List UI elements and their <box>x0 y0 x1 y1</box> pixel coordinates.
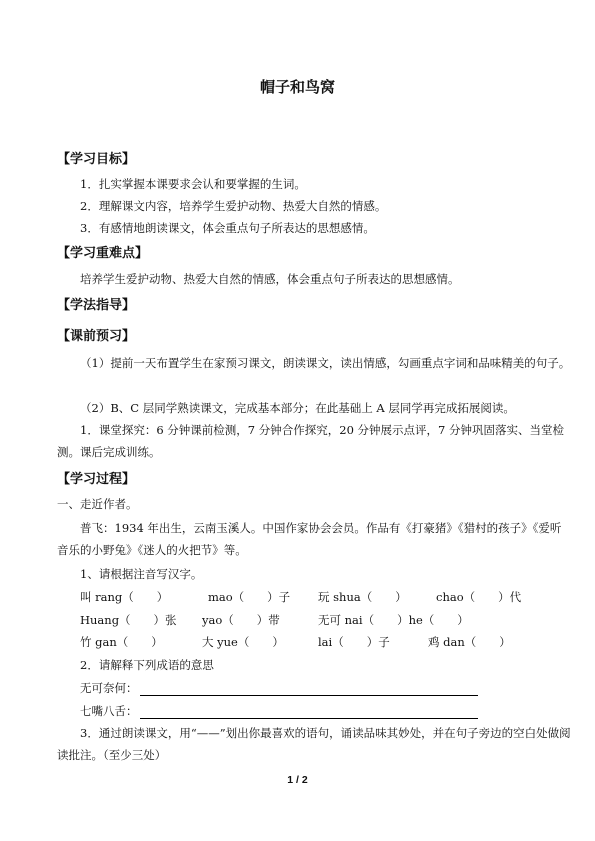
idiom-2-label: 七嘴八舌： <box>80 704 138 718</box>
pinyin-blank[interactable]: 叫 rang（ ） <box>80 590 169 604</box>
heading-preview: 【课前预习】 <box>57 329 136 344</box>
pinyin-blank[interactable]: mao（ ）子 <box>208 590 291 604</box>
pinyin-blank[interactable]: lai（ ）子 <box>318 635 390 649</box>
pinyin-blank[interactable]: 无可 nai（ ）he（ ） <box>318 613 469 627</box>
objective-item-1: 1．扎实掌握本课要求会认和要掌握的生词。 <box>80 177 306 191</box>
page-number: 1 / 2 <box>287 774 308 786</box>
key-points-text: 培养学生爱护动物、热爱大自然的情感，体会重点句子所表达的思想感情。 <box>80 272 460 286</box>
question-1: 1、请根据注音写汉字。 <box>80 567 203 581</box>
heading-key-points: 【学习重难点】 <box>57 246 149 261</box>
preview-paragraph-3: 1．课堂探究：6 分钟课前检测，7 分钟合作探究，20 分钟展示点评，7 分钟巩固落实、当堂检测。课后完成训练。 <box>57 423 565 459</box>
heading-objectives: 【学习目标】 <box>57 152 136 167</box>
heading-method: 【学法指导】 <box>57 298 136 313</box>
author-bio: 普飞：1934 年出生，云南玉溪人。中国作家协会会员。作品有《打豪猪》《猎村的孩子》《爱听音乐的小野兔》《迷人的火把节》等。 <box>57 521 562 557</box>
pinyin-blank[interactable]: 大 yue（ ） <box>202 635 284 649</box>
pinyin-blank[interactable]: 竹 gan（ ） <box>80 635 163 649</box>
heading-process: 【学习过程】 <box>57 472 136 487</box>
pinyin-blank[interactable]: 玩 shua（ ） <box>318 590 407 604</box>
document-title: 帽子和鸟窝 <box>259 78 335 96</box>
pinyin-blank[interactable]: yao（ ）带 <box>202 613 280 627</box>
idiom-2-row[interactable] <box>80 703 478 719</box>
objective-item-3: 3．有感情地朗读课文，体会重点句子所表达的思想感情。 <box>80 221 375 235</box>
answer-line[interactable] <box>140 683 478 696</box>
idiom-1-label: 无可奈何： <box>80 681 138 695</box>
process-intro: 一、走近作者。 <box>57 497 138 511</box>
question-2: 2．请解释下列成语的意思 <box>80 658 214 672</box>
answer-line[interactable] <box>140 706 478 719</box>
pinyin-blank[interactable]: 鸡 dan（ ） <box>428 635 511 649</box>
preview-paragraph-1: （1）提前一天布置学生在家预习课文，朗读课文，读出情感，勾画重点字词和品味精美的句子。 <box>80 356 571 370</box>
pinyin-blank[interactable]: chao（ ）代 <box>436 590 522 604</box>
preview-paragraph-2: （2）B、C 层同学熟读课文，完成基本部分；在此基础上 A 层同学再完成拓展阅读。 <box>80 401 515 415</box>
pinyin-blank[interactable]: Huang（ ）张 <box>80 613 177 627</box>
objective-item-2: 2．理解课文内容，培养学生爱护动物、热爱大自然的情感。 <box>80 199 387 213</box>
question-3: 3．通过朗读课文，用“——”划出你最喜欢的语句，诵读品味其妙处，并在句子旁边的空白处做阅读批注。（至少三处） <box>57 726 571 762</box>
idiom-1-row[interactable] <box>80 680 478 696</box>
